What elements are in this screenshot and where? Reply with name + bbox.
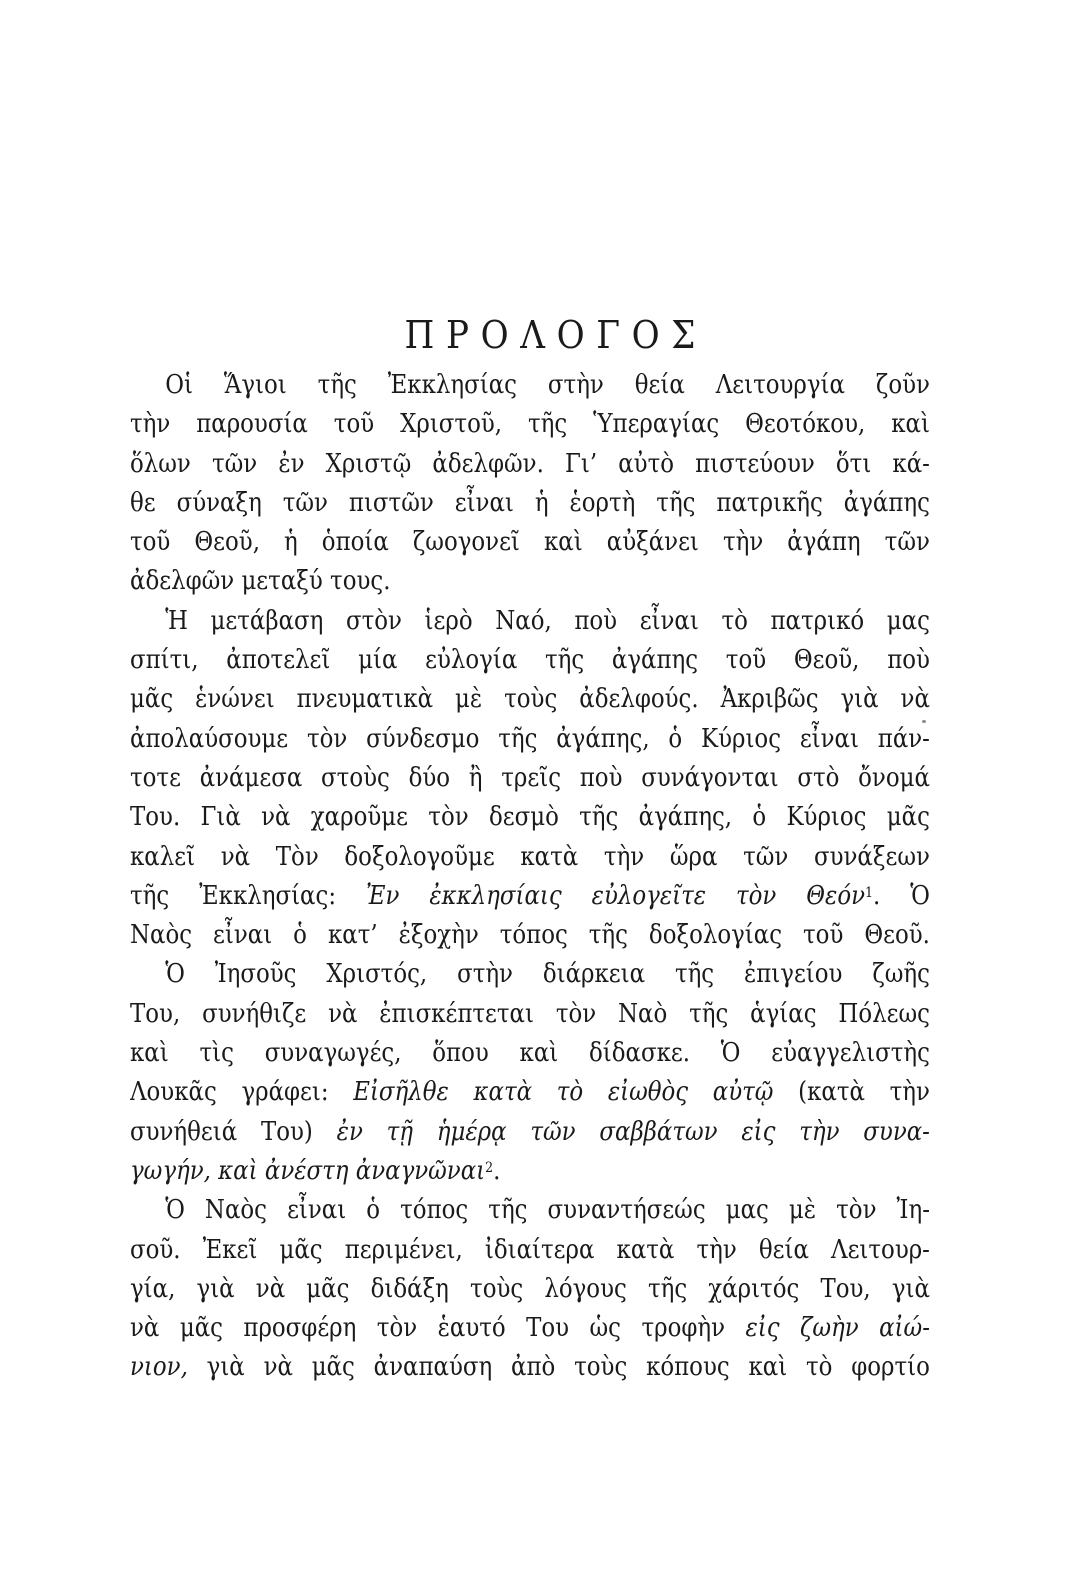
text-line [130, 877, 930, 916]
text-run: μᾶς ἑνώνει πνευματικὰ μὲ τοὺς ἀδελφούς. Ἀκριβῶς γιὰ νὰ [130, 684, 930, 715]
text-run: σοῦ. Ἐκεῖ μᾶς περιμένει, ἰδιαίτερα κατὰ τὴν θεία Λειτουρ- [130, 1234, 930, 1265]
text-line [130, 484, 930, 523]
text-run: τοῦ Θεοῦ, ἡ ὁποία ζωογονεῖ καὶ αὐξάνει τὴν ἀγάπη τῶν [130, 527, 930, 558]
text-run: συνήθειά Του) [130, 1116, 337, 1147]
text-run: ἀπολαύσουμε τὸν σύνδεσμο τῆς ἀγάπης, ὁ Κύριος εἶναι πάν- [130, 723, 930, 754]
text-run: (κατὰ τὴν [773, 1077, 930, 1108]
paragraph [130, 955, 930, 1191]
text-line [130, 445, 930, 484]
text-line [130, 720, 930, 759]
text-line [130, 680, 930, 719]
text-line [130, 1152, 930, 1191]
text-line [130, 562, 930, 601]
text-line [130, 405, 930, 444]
text-run: ὅλων τῶν ἐν Χριστῷ ἀδελφῶν. Γι’ αὐτὸ πιστεύουν ὅτι κά- [130, 448, 930, 479]
scripture-quote: Ἐν ἐκκλησίαις εὐλογεῖτε τὸν Θεόν [366, 880, 866, 911]
scripture-quote: Εἰσῆλθε κατὰ τὸ εἰωθὸς αὐτῷ [353, 1077, 774, 1108]
text-run: Λουκᾶς γράφει: [130, 1077, 354, 1108]
text-run: τῆς Ἐκκλησίας: [130, 880, 367, 911]
text-line [130, 366, 930, 405]
text-line [130, 995, 930, 1034]
page-title: ΠΡΟΛΟΓΟΣ [404, 313, 708, 358]
scan-speck [922, 720, 926, 723]
scripture-quote: εἰς ζωὴν αἰώ- [745, 1313, 930, 1344]
text-run: θε σύναξη τῶν πιστῶν εἶναι ἡ ἑορτὴ τῆς πατρικῆς ἀγάπης [130, 487, 930, 518]
text-line [130, 1113, 930, 1152]
text-line [130, 955, 930, 994]
text-line [130, 916, 930, 955]
scripture-quote: νιον, [130, 1352, 188, 1383]
text-line [130, 1073, 930, 1112]
text-run: νὰ μᾶς προσφέρη τὸν ἑαυτό Του ὡς τροφὴν [130, 1313, 746, 1344]
text-run: γία, γιὰ νὰ μᾶς διδάξη τοὺς λόγους τῆς χάριτός Του, γιὰ [130, 1273, 930, 1304]
text-line [130, 838, 930, 877]
text-line [130, 523, 930, 562]
text-line [130, 1191, 930, 1230]
text-line [130, 1231, 930, 1270]
paragraph [130, 602, 930, 956]
text-line [130, 641, 930, 680]
text-run: καλεῖ νὰ Τὸν δοξολογοῦμε κατὰ τὴν ὥρα τῶν συνάξεων [130, 841, 930, 872]
scripture-quote: γωγήν, καὶ ἀνέστη ἀναγνῶναι [130, 1155, 486, 1186]
text-run: Ναὸς εἶναι ὁ κατ’ ἐξοχὴν τόπος τῆς δοξολογίας τοῦ Θεοῦ. [130, 920, 930, 951]
text-run: καὶ τὶς συναγωγές, ὅπου καὶ δίδασκε. Ὁ εὐαγγελιστὴς [130, 1038, 930, 1069]
text-run: Του, συνήθιζε νὰ ἐπισκέπτεται τὸν Ναὸ τῆς ἁγίας Πόλεως [130, 998, 930, 1029]
text-run: Οἱ Ἅγιοι τῆς Ἐκκλησίας στὴν θεία Λειτουργία ζοῦν [165, 370, 930, 400]
text-run: γιὰ νὰ μᾶς ἀναπαύση ἀπὸ τοὺς κόπους καὶ τὸ φορτίο [187, 1352, 930, 1383]
paragraph [130, 1191, 930, 1387]
text-run: Του. Γιὰ νὰ χαροῦμε τὸν δεσμὸ τῆς ἀγάπης, ὁ Κύριος μᾶς [130, 802, 930, 833]
scripture-quote: ἐν τῇ ἡμέρᾳ τῶν σαββάτων εἰς τὴν συνα- [336, 1116, 930, 1147]
text-run: Ὁ Ἰησοῦς Χριστός, στὴν διάρκεια τῆς ἐπιγείου ζωῆς [165, 959, 930, 990]
text-run: ἀδελφῶν μεταξύ τους. [130, 566, 391, 597]
text-line [130, 798, 930, 837]
text-line [130, 1348, 930, 1387]
text-line [130, 1309, 930, 1348]
text-line [130, 602, 930, 641]
text-run: Ὁ Ναὸς εἶναι ὁ τόπος τῆς συναντήσεώς μας μὲ τὸν Ἰη- [165, 1195, 930, 1226]
text-line [130, 1034, 930, 1073]
text-run: . [493, 1155, 501, 1186]
text-run: τὴν παρουσία τοῦ Χριστοῦ, τῆς Ὑπεραγίας Θεοτόκου, καὶ [130, 409, 930, 440]
text-run: σπίτι, ἀποτελεῖ μία εὐλογία τῆς ἀγάπης τοῦ Θεοῦ, ποὺ [130, 645, 930, 676]
paragraph [130, 366, 930, 602]
text-run: . Ὁ [873, 880, 930, 911]
footnote-ref: 2 [485, 1159, 494, 1176]
text-run: Ἡ μετάβαση στὸν ἱερὸ Ναό, ποὺ εἶναι τὸ πατρικό μας [165, 605, 930, 636]
footnote-ref: 1 [865, 884, 874, 901]
text-run: τοτε ἀνάμεσα στοὺς δύο ἢ τρεῖς ποὺ συνάγονται στὸ ὄνομά [130, 762, 930, 793]
body-text [130, 366, 930, 1388]
text-line [130, 759, 930, 798]
text-line [130, 1270, 930, 1309]
